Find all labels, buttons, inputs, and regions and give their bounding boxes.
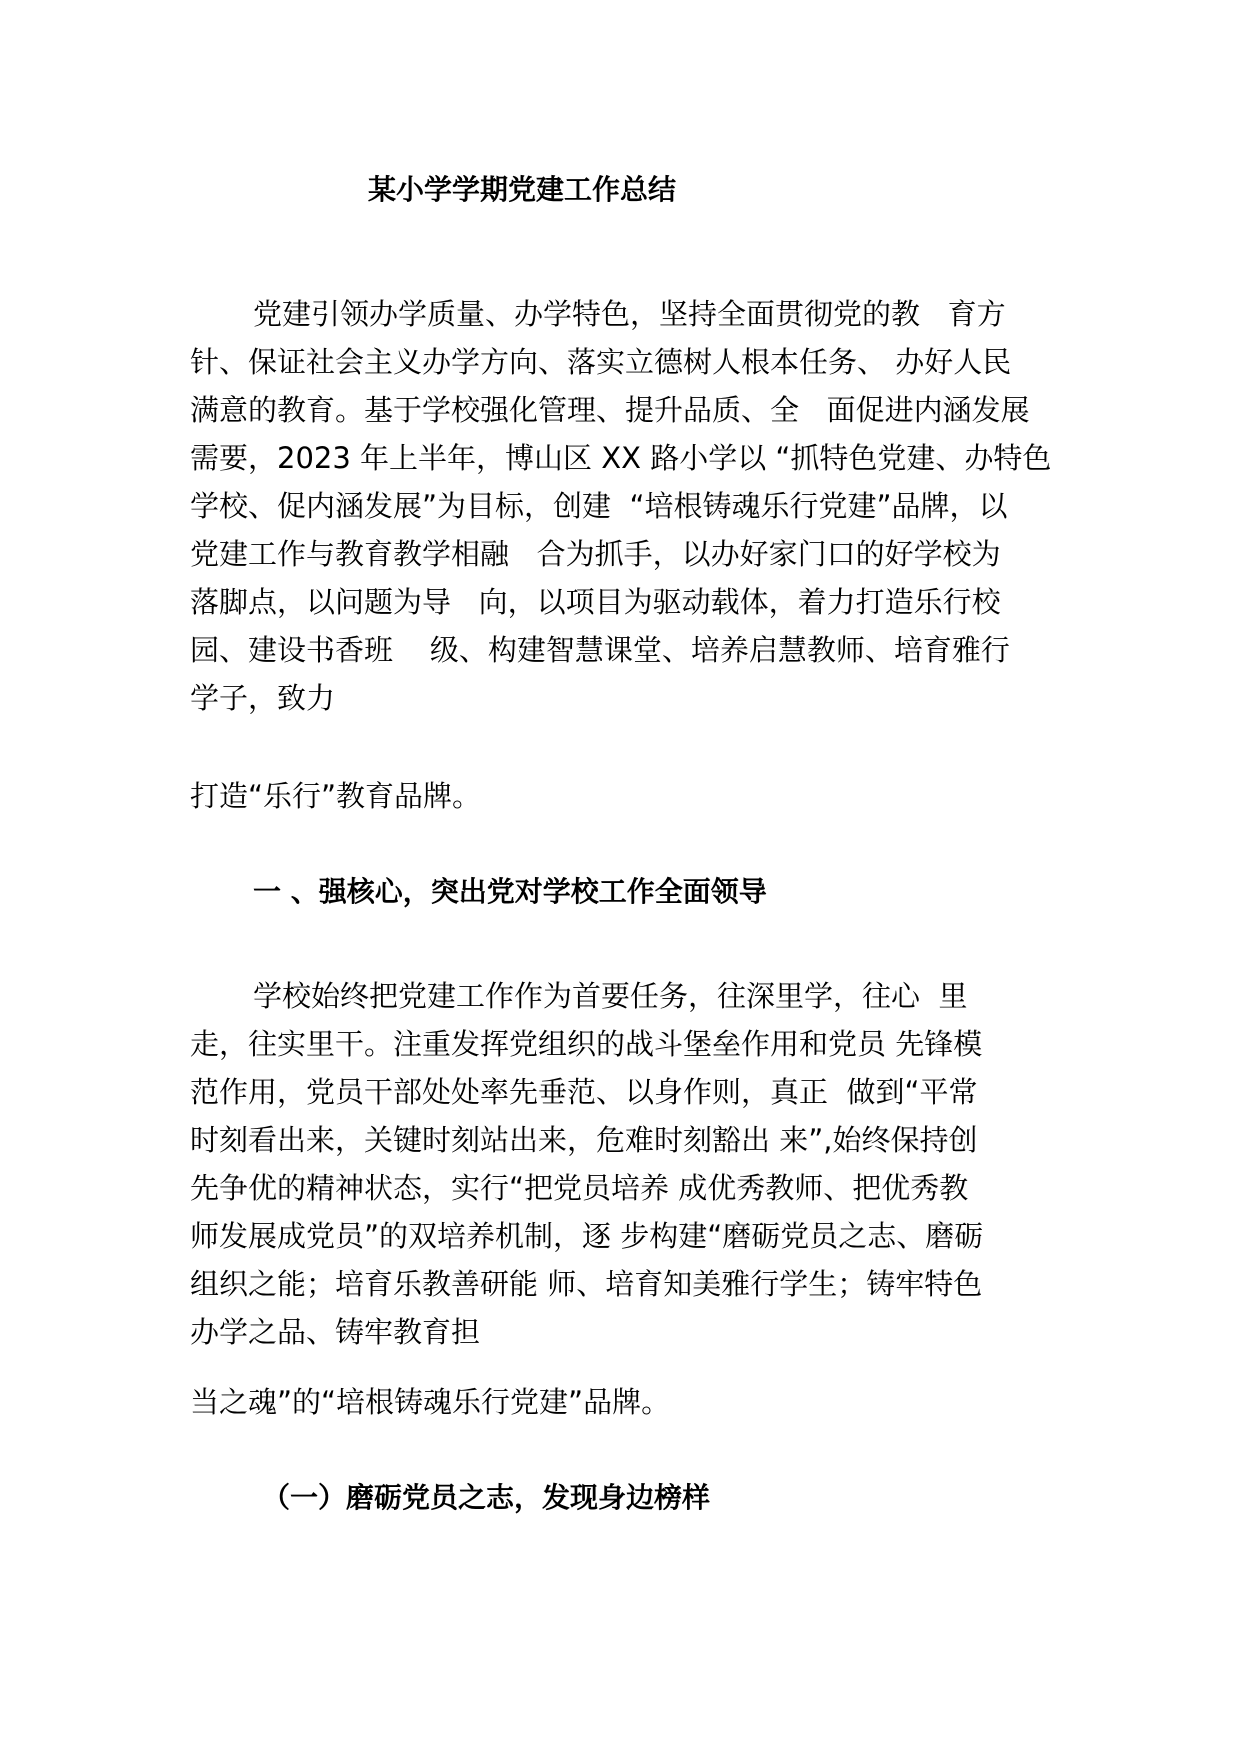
subsection-heading: （一）磨砺党员之志，发现身边榜样 xyxy=(262,1481,711,1514)
intro-line: 学校、促内涵发展”为目标，创建 “培根铸魂乐行党建”品牌，以 xyxy=(190,489,1008,523)
section1-line: 学校始终把党建工作作为首要任务，往深里学，往心 里 xyxy=(253,979,968,1013)
intro-line: 学子，致力 xyxy=(190,681,336,715)
intro-line: 落脚点，以问题为导 向，以项目为驱动载体，着力打造乐行校 xyxy=(190,585,1001,619)
intro-line: 党建引领办学质量、办学特色，坚持全面贯彻党的教 育方 xyxy=(253,297,1006,331)
section1-line: 走，往实里干。注重发挥党组织的战斗堡垒作用和党员 先锋模 xyxy=(190,1027,983,1061)
section1-line: 师发展成党员”的双培养机制，逐 步构建“磨砺党员之志、磨砺 xyxy=(190,1219,984,1253)
intro-line: 针、保证社会主义办学方向、落实立德树人根本任务、 办好人民 xyxy=(190,345,1012,379)
section1-paragraph xyxy=(190,972,1090,1356)
intro-line: 党建工作与教育教学相融 合为抓手，以办好家门口的好学校为 xyxy=(190,537,1001,571)
section1-line: 时刻看出来，关键时刻站出来，危难时刻豁出 来”,始终保持创 xyxy=(190,1123,978,1157)
section1-line: 办学之品、铸牢教育担 xyxy=(190,1315,481,1349)
intro-tail: 打造“乐行”教育品牌。 xyxy=(190,779,482,813)
section1-line: 组织之能；培育乐教善研能 师、培育知美雅行学生；铸牢特色 xyxy=(190,1267,983,1301)
intro-line: 需要，2023 年上半年，博山区 XX 路小学以 “抓特色党建、办特色 xyxy=(190,441,1052,475)
section1-line: 范作用，党员干部处处率先垂范、以身作则，真正 做到“平常 xyxy=(190,1075,978,1109)
intro-line: 满意的教育。基于学校强化管理、提升品质、全 面促进内涵发展 xyxy=(190,393,1030,427)
intro-line: 园、建设书香班 级、构建智慧课堂、培养启慧教师、培育雅行 xyxy=(190,633,1010,667)
section1-tail: 当之魂”的“培根铸魂乐行党建”品牌。 xyxy=(190,1385,671,1419)
document-title: 某小学学期党建工作总结 xyxy=(368,173,677,206)
section-heading: 一 、强核心，突出党对学校工作全面领导 xyxy=(253,875,767,908)
section1-line: 先争优的精神状态，实行“把党员培养 成优秀教师、把优秀教 xyxy=(190,1171,969,1205)
intro-paragraph xyxy=(190,290,1090,722)
